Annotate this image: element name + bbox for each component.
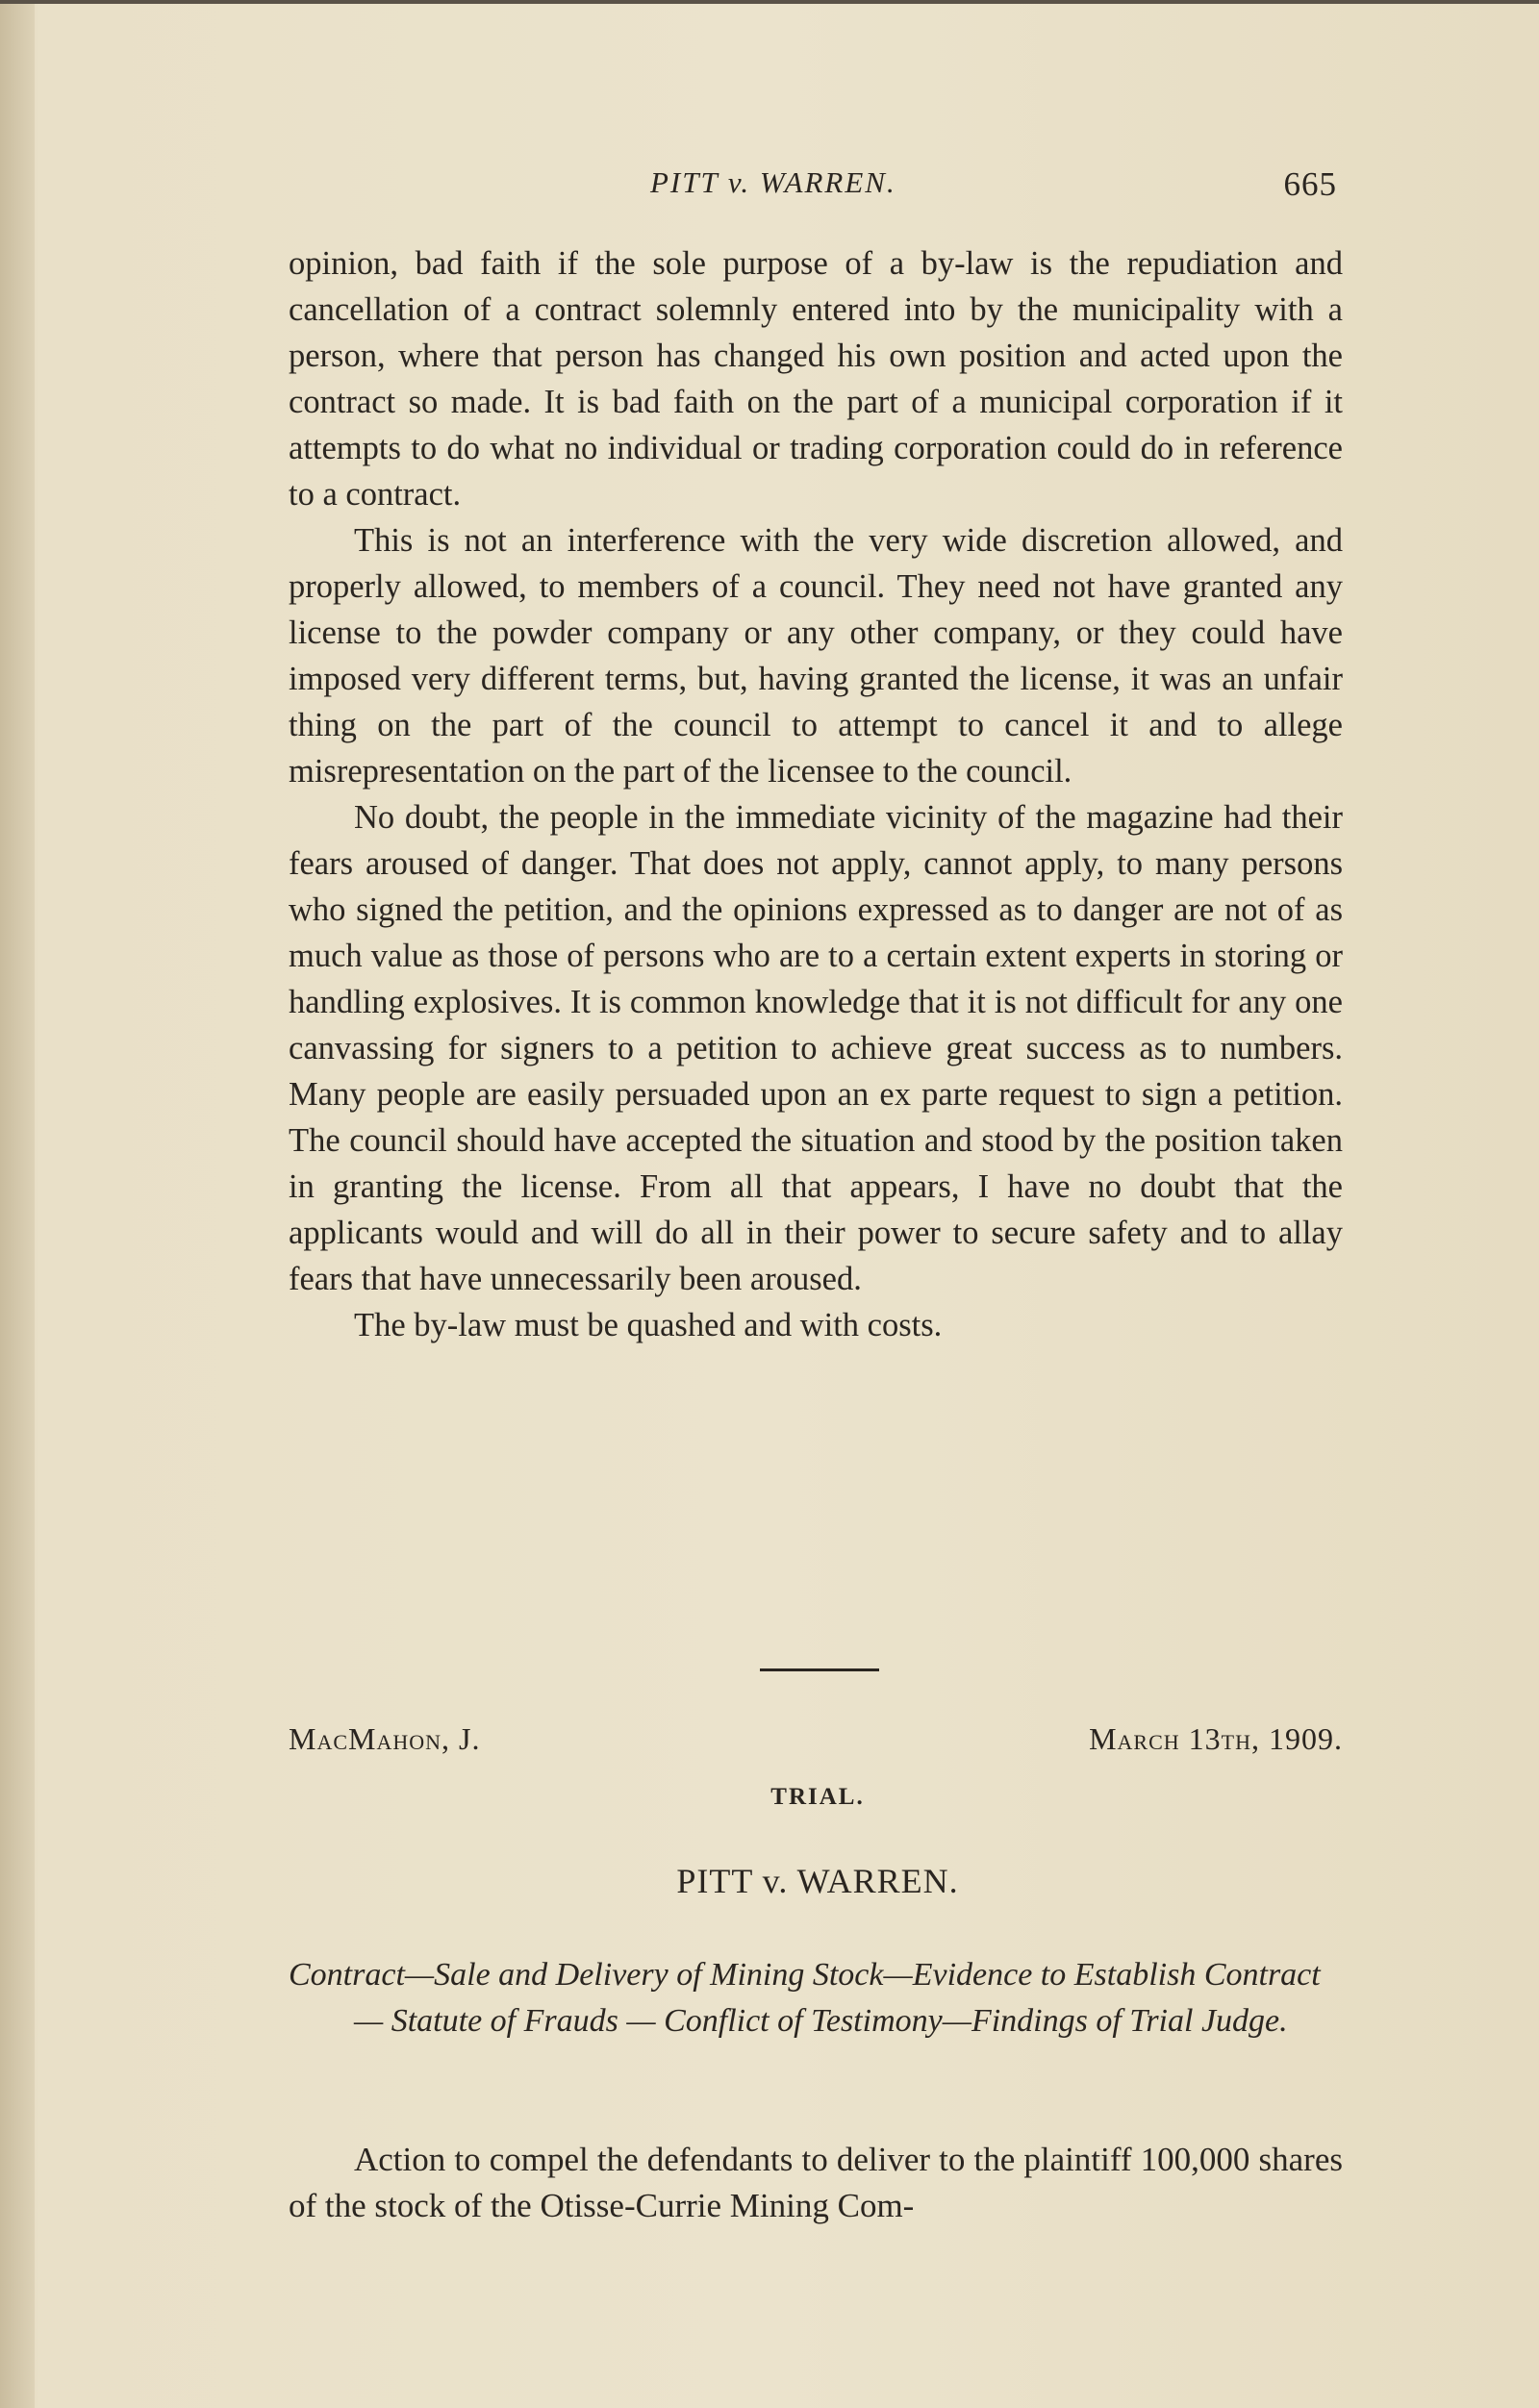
decision-date: March 13th, 1909.	[1089, 1721, 1343, 1756]
paragraph-4: The by-law must be quashed and with costs.	[354, 1307, 943, 1343]
case-title: PITT v. WARREN.	[676, 1862, 959, 1900]
paragraph-3: No doubt, the people in the immediate vicinity of the magazine had their fears aroused of danger. That does not apply, cannot apply, to many persons who signed the petition, and the opinions expressed as to danger are not of as much value as those of persons who are to a certain extent experts in storing or handling explosives. It is common knowledge that it is not difficult for any one canvassing for signers to a petition to achieve great success as to numbers. Many people are easily persuaded upon an ex parte request to sign a petition. The council should have accepted the situation and stood by the position taken in granting the license. From all that appears, I have no doubt that the applicants would and will do all in their power to secure safety and to allay fears that have unnecessarily been aroused.	[289, 799, 1343, 1297]
judge-name: MacMahon, J.	[289, 1721, 481, 1756]
paragraph-2: This is not an interference with the very wide discretion allowed, and properly allowed, to members of a council. They need not have granted any license to the powder company or any other company, or they could have imposed very different terms, but, having granted the license, it was an unfair thing on the part of the council to attempt to cancel it and to allege misrepresentation on the part of the licensee to the council.	[289, 522, 1343, 790]
paragraph-1: opinion, bad faith if the sole purpose of a by-law is the repudiation and cancellation of a contract solemnly entered into by the municipality with a person, where that person has changed his own position and acted upon the contract so made. It is bad faith on the part of a municipal corporation if it attempts to do what no individual or trading corporation could do in reference to a contract.	[289, 245, 1343, 513]
body-text	[289, 240, 1343, 1348]
headnote	[289, 1952, 1343, 2044]
action-paragraph: Action to compel the defendants to deliver to the plaintiff 100,000 shares of the stock of the Otisse-Currie Mining Com-	[289, 2141, 1343, 2224]
trial-label: TRIAL.	[770, 1784, 865, 1810]
headnote-text: Contract—Sale and Delivery of Mining Stock—Evidence to Establish Contract — Statute of Frauds — Conflict of Testimony—Findings of Trial Judge.	[289, 1957, 1321, 2039]
page-gutter	[0, 0, 35, 2408]
top-edge-rule	[0, 0, 1539, 4]
running-head	[289, 162, 1337, 210]
section-divider	[760, 1668, 879, 1671]
page-number: 665	[1283, 165, 1337, 203]
running-title: PITT v. WARREN.	[650, 165, 896, 199]
judge-line	[289, 1721, 1343, 1764]
